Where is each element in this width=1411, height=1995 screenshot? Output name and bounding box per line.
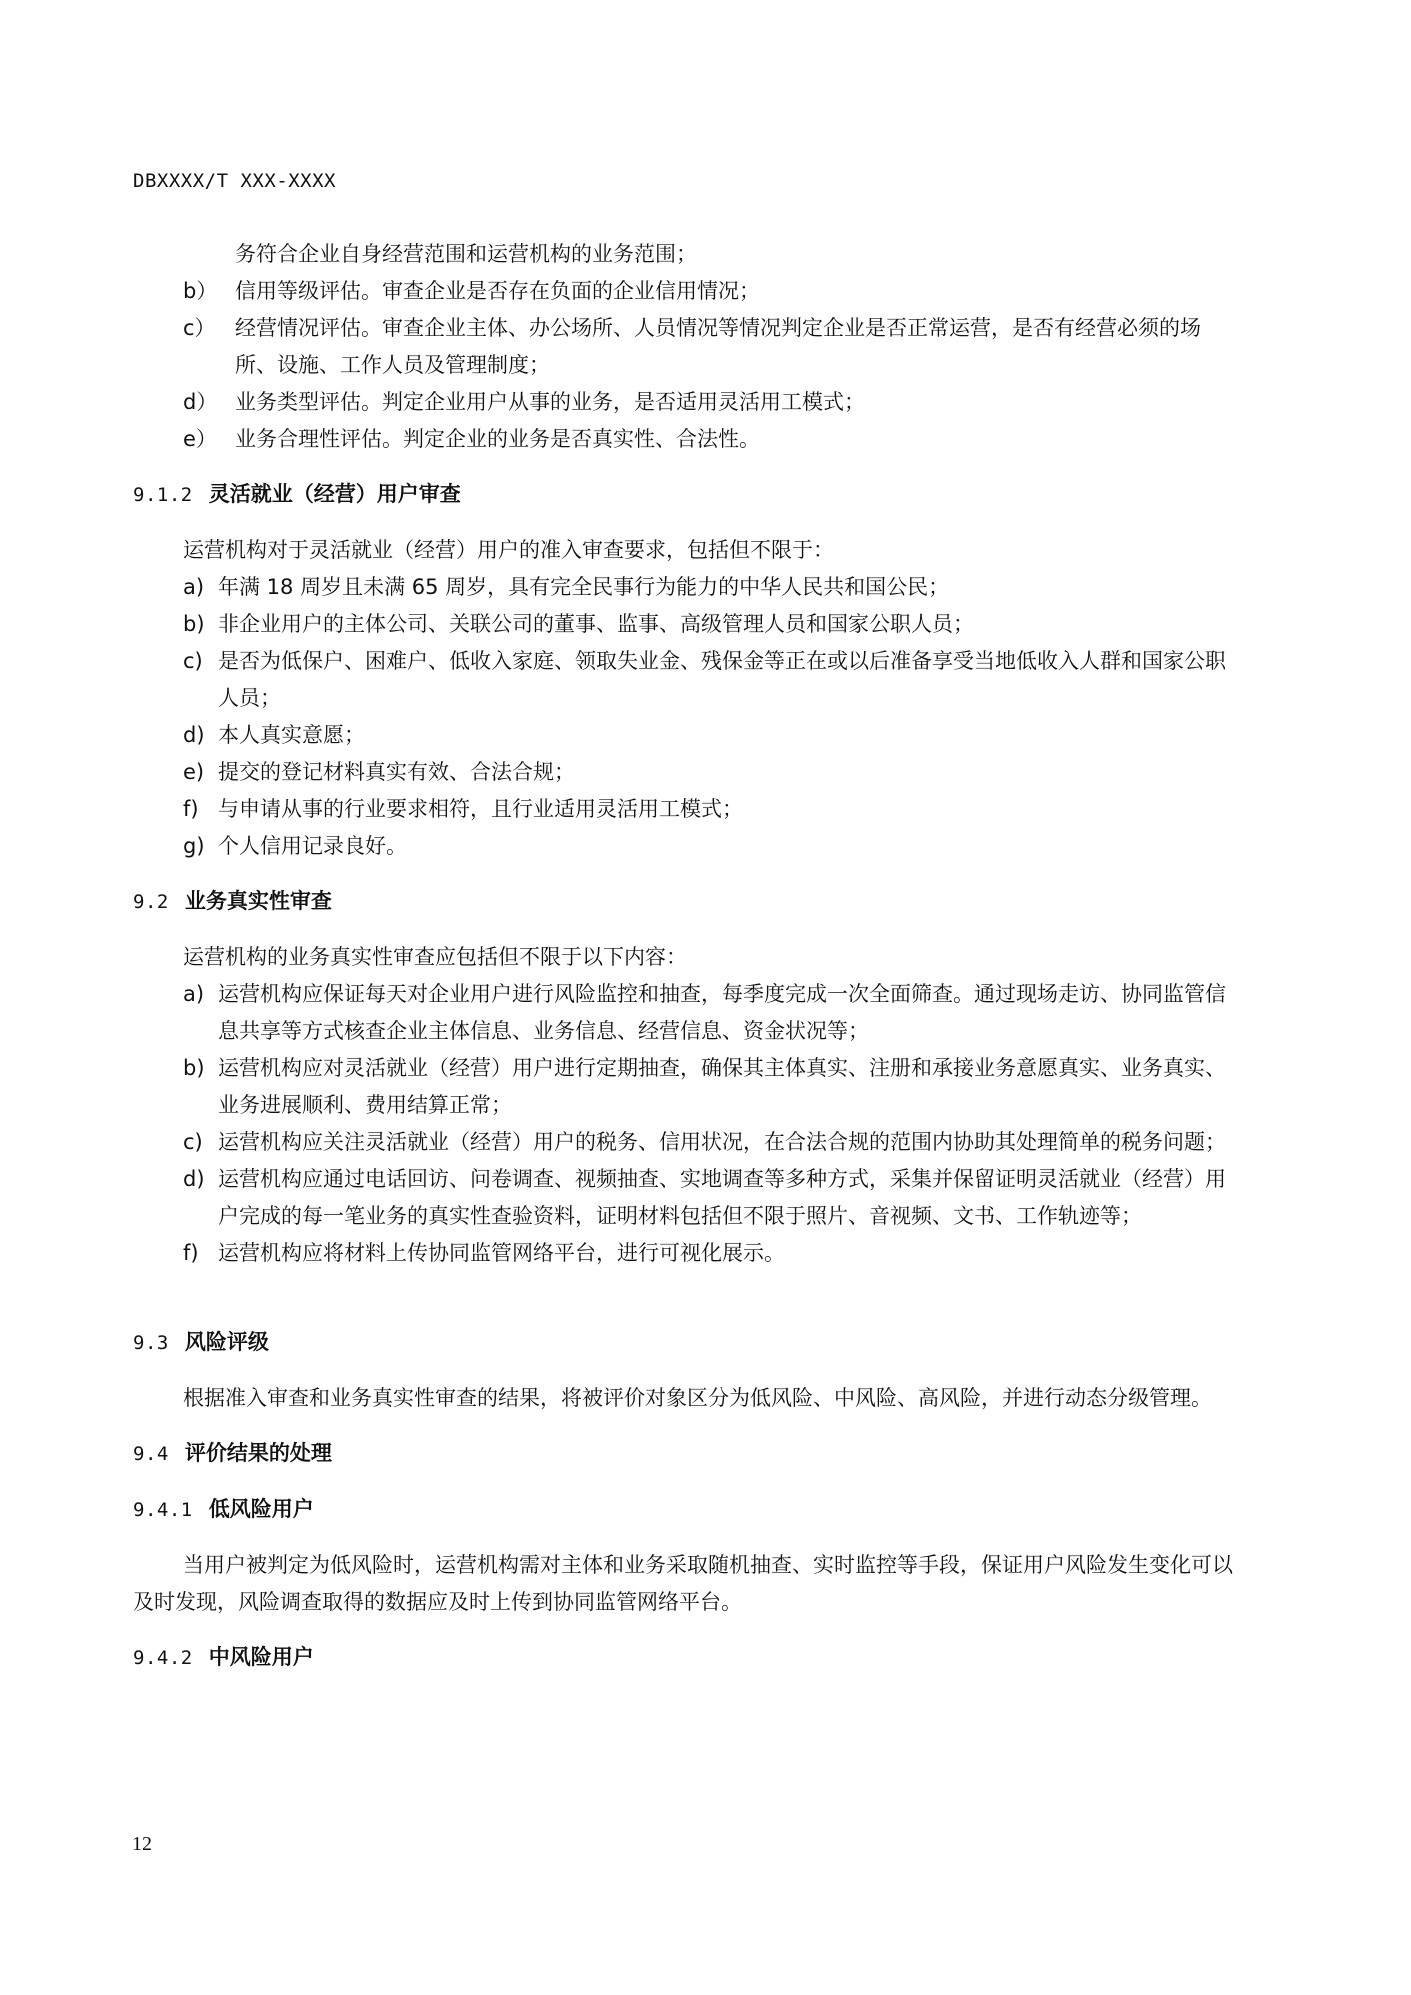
list-item-text: 非企业用户的主体公司、关联公司的董事、监事、高级管理人员和国家公职人员； [218, 612, 974, 636]
section-heading-9-2 [133, 883, 1238, 921]
list-marker: c） [183, 316, 216, 340]
section-number: 9.4.1 [133, 1499, 193, 1521]
section-paragraph: 根据准入审查和业务真实性审查的结果，将被评价对象区分为低风险、中风险、高风险，并进行动态分级管理。 [183, 1386, 1212, 1410]
list-marker-empty [133, 236, 235, 273]
list-item-text: 信用等级评估。审查企业是否存在负面的企业信用情况； [235, 279, 760, 303]
list-marker: d) [183, 1167, 205, 1191]
list-item-text: 与申请从事的行业要求相符，且行业适用灵活用工模式； [218, 797, 743, 821]
list-item [133, 1124, 1238, 1161]
list-item-text: 运营机构应保证每天对企业用户进行风险监控和抽查，每季度完成一次全面筛查。通过现场走访、协同监管信息共享等方式核查企业主体信息、业务信息、经营信息、资金状况等； [218, 982, 1226, 1043]
list-item-continuation [133, 236, 1238, 273]
list-item [133, 754, 1238, 791]
list-marker: b） [183, 279, 218, 303]
list-marker: a) [183, 575, 205, 599]
section-heading-9-1-2 [133, 476, 1238, 514]
list-marker: b) [183, 1056, 205, 1080]
section-title: 评价结果的处理 [184, 1441, 332, 1465]
section-title: 低风险用户 [208, 1497, 314, 1521]
list-marker: f) [183, 1241, 199, 1265]
list-marker: b) [183, 612, 205, 636]
list-item-text: 业务类型评估。判定企业用户从事的业务，是否适用灵活用工模式； [235, 390, 865, 414]
section-heading-9-3 [133, 1324, 1238, 1362]
list-marker: f) [183, 797, 199, 821]
section-title: 灵活就业（经营）用户审查 [208, 482, 461, 506]
spacer [133, 1272, 1238, 1306]
section-number: 9.4 [133, 1443, 169, 1465]
list-marker: c) [183, 649, 203, 673]
list-marker: e） [183, 427, 217, 451]
list-item-text: 运营机构应通过电话回访、问卷调查、视频抽查、实地调查等多种方式，采集并保留证明灵活就业（经营）用户完成的每一笔业务的真实性查验资料，证明材料包括但不限于照片、音视频、文书、工作轨迹等； [218, 1167, 1226, 1228]
list-item [133, 606, 1238, 643]
section-paragraph: 当用户被判定为低风险时，运营机构需对主体和业务采取随机抽查、实时监控等手段，保证用户风险发生变化可以及时发现，风险调查取得的数据应及时上传到协同监管网络平台。 [133, 1553, 1233, 1614]
list-item-text: 年满 18 周岁且未满 65 周岁，具有完全民事行为能力的中华人民共和国公民； [218, 575, 950, 599]
section-intro: 运营机构的业务真实性审查应包括但不限于以下内容： [183, 945, 687, 969]
list-marker: d） [183, 390, 218, 414]
list-item [133, 828, 1238, 865]
document-code-header: DBXXXX/T XXX-XXXX [133, 170, 336, 192]
list-item-text: 运营机构应将材料上传协同监管网络平台，进行可视化展示。 [218, 1241, 785, 1265]
section-title: 中风险用户 [208, 1645, 314, 1669]
list-item-text: 运营机构应关注灵活就业（经营）用户的税务、信用状况，在合法合规的范围内协助其处理简单的税务问题； [218, 1130, 1226, 1154]
page-number: 12 [132, 1833, 152, 1855]
section-heading-9-4 [133, 1435, 1238, 1473]
list-item [133, 976, 1238, 1050]
list-marker: e) [183, 760, 205, 784]
document-body [133, 236, 1238, 1695]
section-heading-9-4-1 [133, 1491, 1238, 1529]
list-marker: d) [183, 723, 205, 747]
list-marker: c) [183, 1130, 203, 1154]
section-number: 9.3 [133, 1332, 169, 1354]
list-item-text: 提交的登记材料真实有效、合法合规； [218, 760, 575, 784]
list-item [133, 1161, 1238, 1235]
section-number: 9.2 [133, 891, 169, 913]
list-item-operation-status [133, 310, 1238, 384]
list-item-text: 个人信用记录良好。 [218, 834, 407, 858]
list-marker: g) [183, 834, 205, 858]
section-title: 业务真实性审查 [184, 889, 332, 913]
section-heading-9-4-2 [133, 1639, 1238, 1677]
list-item-text: 运营机构应对灵活就业（经营）用户进行定期抽查，确保其主体真实、注册和承接业务意愿真实、业务真实、业务进展顺利、费用结算正常； [218, 1056, 1226, 1117]
list-item-business-reasonableness [133, 421, 1238, 458]
list-item [133, 717, 1238, 754]
list-item-text: 本人真实意愿； [218, 723, 365, 747]
list-item-text: 是否为低保户、困难户、低收入家庭、领取失业金、残保金等正在或以后准备享受当地低收入人群和国家公职人员； [218, 649, 1226, 710]
section-number: 9.4.2 [133, 1647, 193, 1669]
list-item [133, 791, 1238, 828]
section-title: 风险评级 [184, 1330, 269, 1354]
section-number: 9.1.2 [133, 484, 193, 506]
list-item-text: 经营情况评估。审查企业主体、办公场所、人员情况等情况判定企业是否正常运营，是否有经营必须的场所、设施、工作人员及管理制度； [235, 316, 1201, 377]
section-intro: 运营机构对于灵活就业（经营）用户的准入审查要求，包括但不限于： [183, 538, 834, 562]
list-item-business-type [133, 384, 1238, 421]
list-item [133, 569, 1238, 606]
list-item [133, 1050, 1238, 1124]
list-marker: a) [183, 982, 205, 1006]
list-item [133, 1235, 1238, 1272]
list-item-text: 务符合企业自身经营范围和运营机构的业务范围； [235, 242, 697, 266]
list-item-text: 业务合理性评估。判定企业的业务是否真实性、合法性。 [235, 427, 760, 451]
list-item-credit-rating [133, 273, 1238, 310]
list-item [133, 643, 1238, 717]
